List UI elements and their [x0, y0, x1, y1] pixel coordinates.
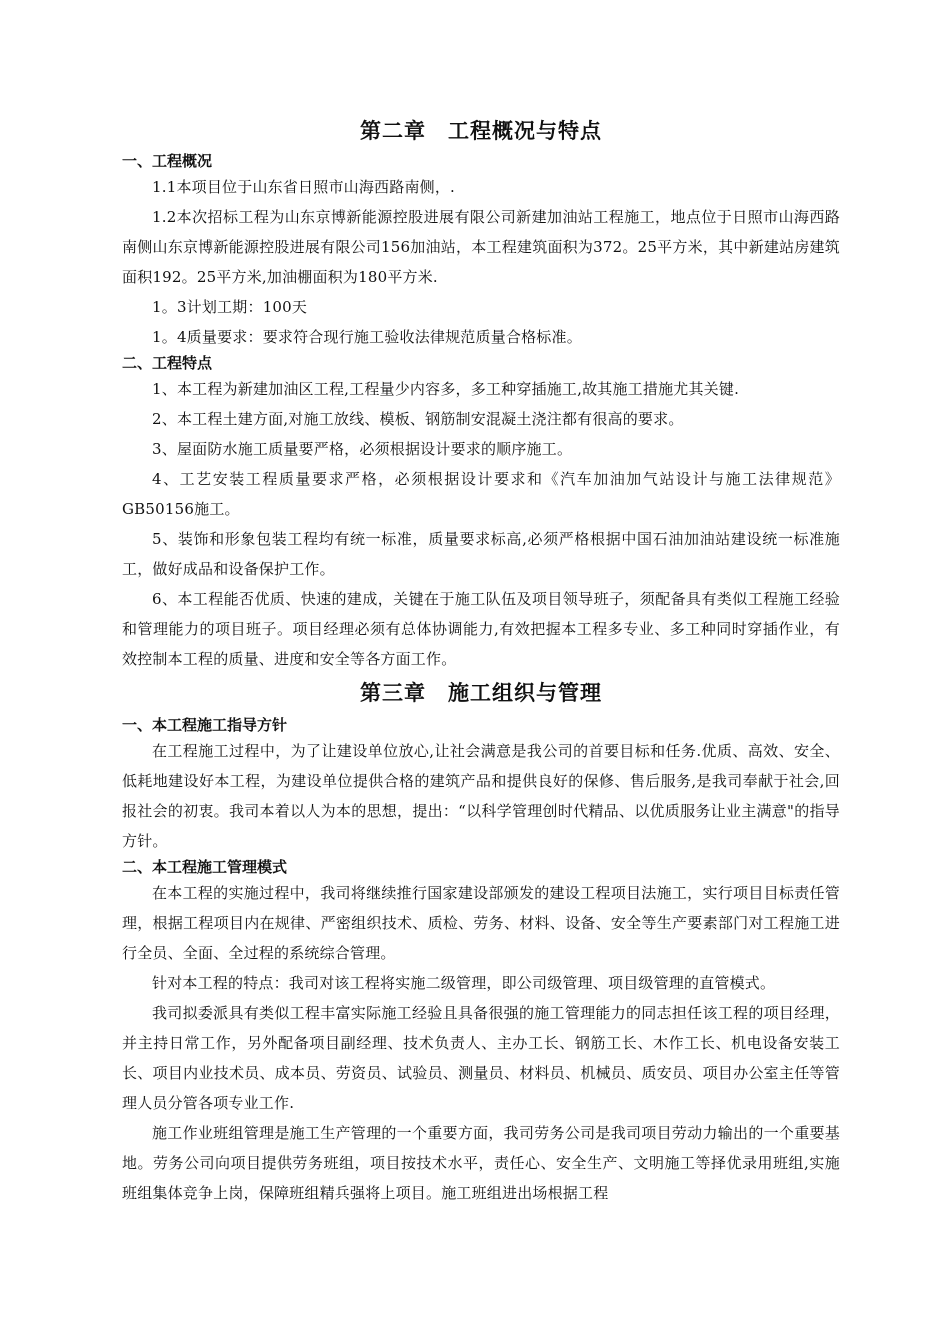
page-content	[122, 116, 840, 1208]
paragraph: 在本工程的实施过程中，我司将继续推行国家建设部颁发的建设工程项目法施工，实行项目目标责任管理，根据工程项目内在规律、严密组织技术、质检、劳务、材料、设备、安全等生产要素部门对工程施工进行全员、全面、全过程的系统综合管理。	[122, 884, 840, 962]
section-heading-management-mode: 二、本工程施工管理模式	[122, 858, 288, 876]
chapter-2-title: 第二章 工程概况与特点	[360, 119, 602, 143]
paragraph: 6、本工程能否优质、快速的建成，关键在于施工队伍及项目领导班子，须配备具有类似工程施工经验和管理能力的项目班子。项目经理必须有总体协调能力,有效把握本工程多专业、多工种同时穿插作业，有效控制本工程的质量、进度和安全等各方面工作。	[122, 590, 840, 668]
paragraph: 1、本工程为新建加油区工程,工程量少内容多，多工种穿插施工,故其施工措施尤其关键.	[152, 380, 740, 398]
paragraph: 2、本工程土建方面,对施工放线、模板、钢筋制安混凝土浇注都有很高的要求。	[152, 410, 684, 428]
paragraph: 我司拟委派具有类似工程丰富实际施工经验且具备很强的施工管理能力的同志担任该工程的项目经理，并主持日常工作，另外配备项目副经理、技术负责人、主办工长、钢筋工长、木作工长、机电设备安装工长、项目内业技术员、成本员、劳资员、试验员、测量员、材料员、机械员、质安员、项目办公室主任等管理人员分管各项专业工作.	[122, 1004, 840, 1112]
paragraph: 1.2本次招标工程为山东京博新能源控股进展有限公司新建加油站工程施工，地点位于日照市山海西路南侧山东京博新能源控股进展有限公司156加油站，本工程建筑面积为372。25平方米，其中新建站房建筑面积192。25平方米,加油棚面积为180平方米.	[122, 208, 840, 286]
section-heading-project-overview: 一、工程概况	[122, 152, 213, 170]
paragraph: 在工程施工过程中，为了让建设单位放心,让社会满意是我公司的首要目标和任务.优质、高效、安全、低耗地建设好本工程，为建设单位提供合格的建筑产品和提供良好的保修、售后服务,是我司奉献于社会,回报社会的初衷。我司本着以人为本的思想，提出：“以科学管理创时代精品、以优质服务让业主满意"的指导方针。	[122, 742, 840, 850]
paragraph: 1。4质量要求：要求符合现行施工验收法律规范质量合格标准。	[152, 328, 582, 346]
section-heading-guiding-policy: 一、本工程施工指导方针	[122, 716, 288, 734]
paragraph: 施工作业班组管理是施工生产管理的一个重要方面，我司劳务公司是我司项目劳动力输出的一个重要基地。劳务公司向项目提供劳务班组，项目按技术水平，责任心、安全生产、文明施工等择优录用班组,实施班组集体竞争上岗，保障班组精兵强将上项目。施工班组进出场根据工程	[122, 1124, 840, 1202]
paragraph: 1.1本项目位于山东省日照市山海西路南侧，.	[152, 178, 456, 196]
section-heading-project-features: 二、工程特点	[122, 354, 213, 372]
paragraph: 3、屋面防水施工质量要严格，必须根据设计要求的顺序施工。	[152, 440, 573, 458]
paragraph: 1。3计划工期：100天	[152, 298, 308, 316]
paragraph: 4、工艺安装工程质量要求严格，必须根据设计要求和《汽车加油加气站设计与施工法律规范》GB50156施工。	[122, 470, 840, 518]
paragraph: 5、装饰和形象包装工程均有统一标准，质量要求标高,必须严格根据中国石油加油站建设统一标准施工，做好成品和设备保护工作。	[122, 530, 840, 578]
chapter-3-title: 第三章 施工组织与管理	[360, 681, 602, 705]
paragraph: 针对本工程的特点：我司对该工程将实施二级管理，即公司级管理、项目级管理的直管模式。	[152, 974, 776, 992]
